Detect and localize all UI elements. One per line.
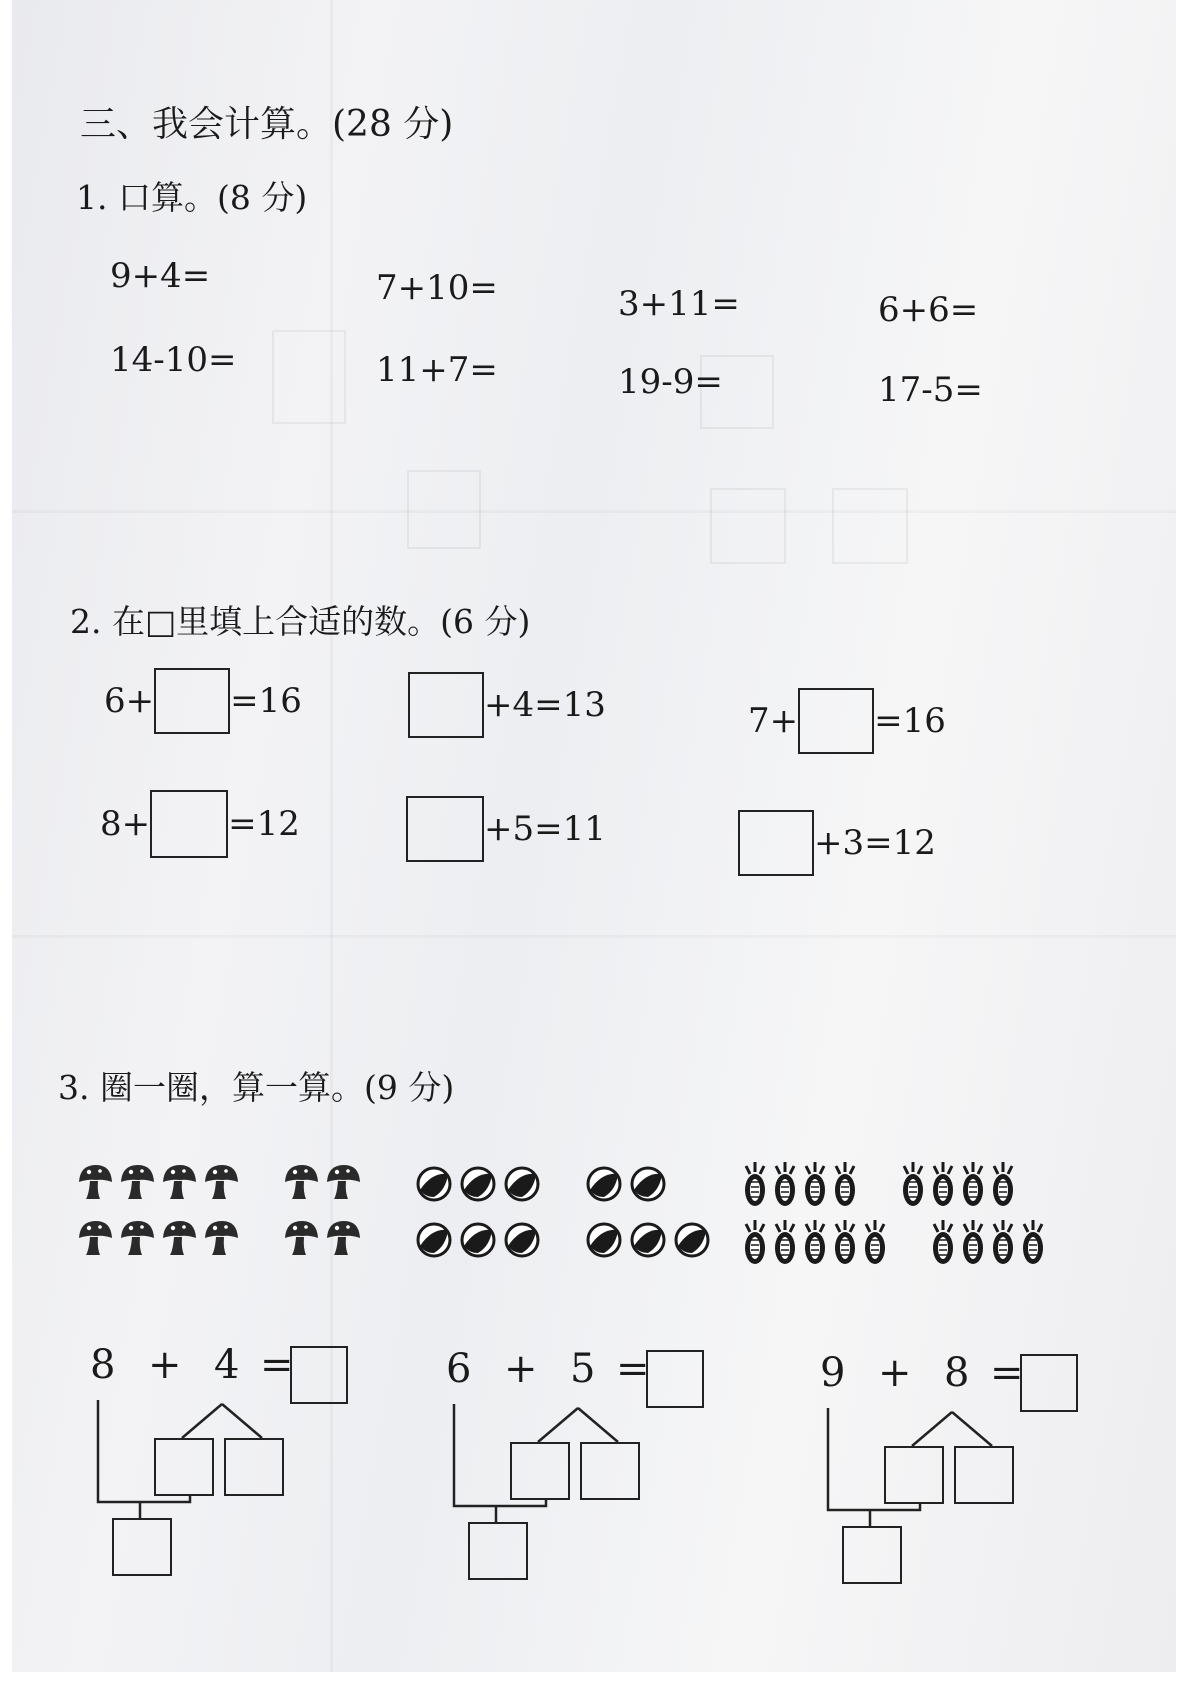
corn-icon [802,1218,828,1266]
corn-icon [960,1160,986,1208]
answer-box[interactable] [408,672,484,738]
q1-expression: 17-5= [878,370,983,410]
addend-a: 8 [90,1342,116,1388]
paper-fold [12,510,1176,513]
q1-title: 1. 口算。(8 分) [76,178,308,217]
ball-icon [628,1222,668,1258]
corn-icon [900,1160,926,1208]
answer-box[interactable] [150,790,228,858]
mushroom-icon [76,1162,114,1202]
worksheet-page [12,0,1176,1672]
answer-box[interactable] [406,796,484,862]
answer-box[interactable] [154,668,230,734]
q2-prefix: 8+ [100,804,151,844]
mushroom-icon [324,1162,362,1202]
corn-row [742,1160,1016,1208]
q1-expression: 7+10= [376,268,498,308]
group-gap [546,1222,580,1258]
q3-title: 3. 圈一圈，算一算。(9 分) [58,1068,455,1107]
corn-icon [1020,1218,1046,1266]
q2-suffix: =16 [230,681,302,721]
bleed-through-box [407,470,481,549]
q2-suffix: +4=13 [484,685,606,725]
corn-icon [772,1160,798,1208]
ball-icon [458,1222,498,1258]
q2-equation [408,672,606,738]
corn-icon [930,1160,956,1208]
q2-suffix: +5=11 [484,809,606,849]
ball-icon [584,1166,624,1202]
mushroom-row [76,1162,362,1202]
corn-icon [930,1218,956,1266]
mushroom-icon [118,1162,156,1202]
q2-equation [104,668,302,734]
addend-b: 8 [944,1350,970,1396]
ball-row [414,1166,668,1202]
equals-sign: = [616,1346,650,1392]
ball-icon [458,1166,498,1202]
plus-sign: + [878,1350,912,1396]
make-ten-diagram [820,1350,1120,1590]
split-box-right[interactable] [580,1442,640,1500]
corn-icon [862,1218,888,1266]
plus-sign: + [148,1342,182,1388]
q1-expression: 9+4= [110,256,211,296]
group-gap [892,1218,926,1266]
q2-equation [406,796,606,862]
ten-box[interactable] [468,1522,528,1580]
mushroom-icon [282,1218,320,1258]
q2-title: 2. 在□里填上合适的数。(6 分) [70,602,531,641]
group-gap [862,1160,896,1208]
corn-icon [832,1160,858,1208]
ball-icon [672,1222,712,1258]
corn-icon [802,1160,828,1208]
mushroom-icon [282,1162,320,1202]
addend-a: 6 [446,1346,472,1392]
make-ten-diagram [446,1346,746,1586]
split-box-left[interactable] [884,1446,944,1504]
ball-icon [584,1222,624,1258]
q2-equation [738,810,936,876]
q2-suffix: +3=12 [814,823,936,863]
addend-b: 5 [570,1346,596,1392]
addend-a: 9 [820,1350,846,1396]
ball-icon [502,1222,542,1258]
mushroom-row [76,1218,362,1258]
ball-row [414,1222,712,1258]
equals-sign: = [990,1350,1024,1396]
mushroom-icon [202,1218,240,1258]
q2-prefix: 6+ [104,681,155,721]
mushroom-icon [118,1218,156,1258]
corn-row [742,1218,1046,1266]
ten-box[interactable] [112,1518,172,1576]
split-box-left[interactable] [154,1438,214,1496]
q1-expression: 19-9= [618,362,723,402]
corn-icon [990,1160,1016,1208]
answer-box[interactable] [738,810,814,876]
plus-sign: + [504,1346,538,1392]
q1-expression: 3+11= [618,284,740,324]
ball-icon [628,1166,668,1202]
mushroom-icon [76,1218,114,1258]
ten-box[interactable] [842,1526,902,1584]
bleed-through-box [272,330,346,424]
mushroom-icon [324,1218,362,1258]
group-gap [244,1162,278,1202]
mushroom-icon [160,1218,198,1258]
mushroom-icon [160,1162,198,1202]
split-box-right[interactable] [224,1438,284,1496]
group-gap [546,1166,580,1202]
corn-icon [772,1218,798,1266]
paper-fold [12,935,1176,938]
corn-icon [832,1218,858,1266]
corn-icon [742,1218,768,1266]
make-ten-diagram [90,1342,390,1582]
mushroom-icon [202,1162,240,1202]
q1-expression: 14-10= [110,340,237,380]
ball-icon [502,1166,542,1202]
q2-suffix: =16 [874,701,946,741]
ball-icon [414,1166,454,1202]
q1-expression: 6+6= [878,290,979,330]
q2-equation [748,688,946,754]
q1-expression: 11+7= [376,350,498,390]
bleed-through-box [832,488,908,564]
answer-box[interactable] [798,688,874,754]
split-box-right[interactable] [954,1446,1014,1504]
section-title: 三、我会计算。(28 分) [80,104,454,145]
corn-icon [960,1218,986,1266]
split-box-left[interactable] [510,1442,570,1500]
ball-icon [414,1222,454,1258]
corn-icon [742,1160,768,1208]
equals-sign: = [260,1342,294,1388]
corn-icon [990,1218,1016,1266]
q2-prefix: 7+ [748,701,799,741]
bleed-through-box [710,488,786,564]
q2-equation [100,790,300,858]
group-gap [244,1218,278,1258]
addend-b: 4 [214,1342,240,1388]
q2-suffix: =12 [228,804,300,844]
